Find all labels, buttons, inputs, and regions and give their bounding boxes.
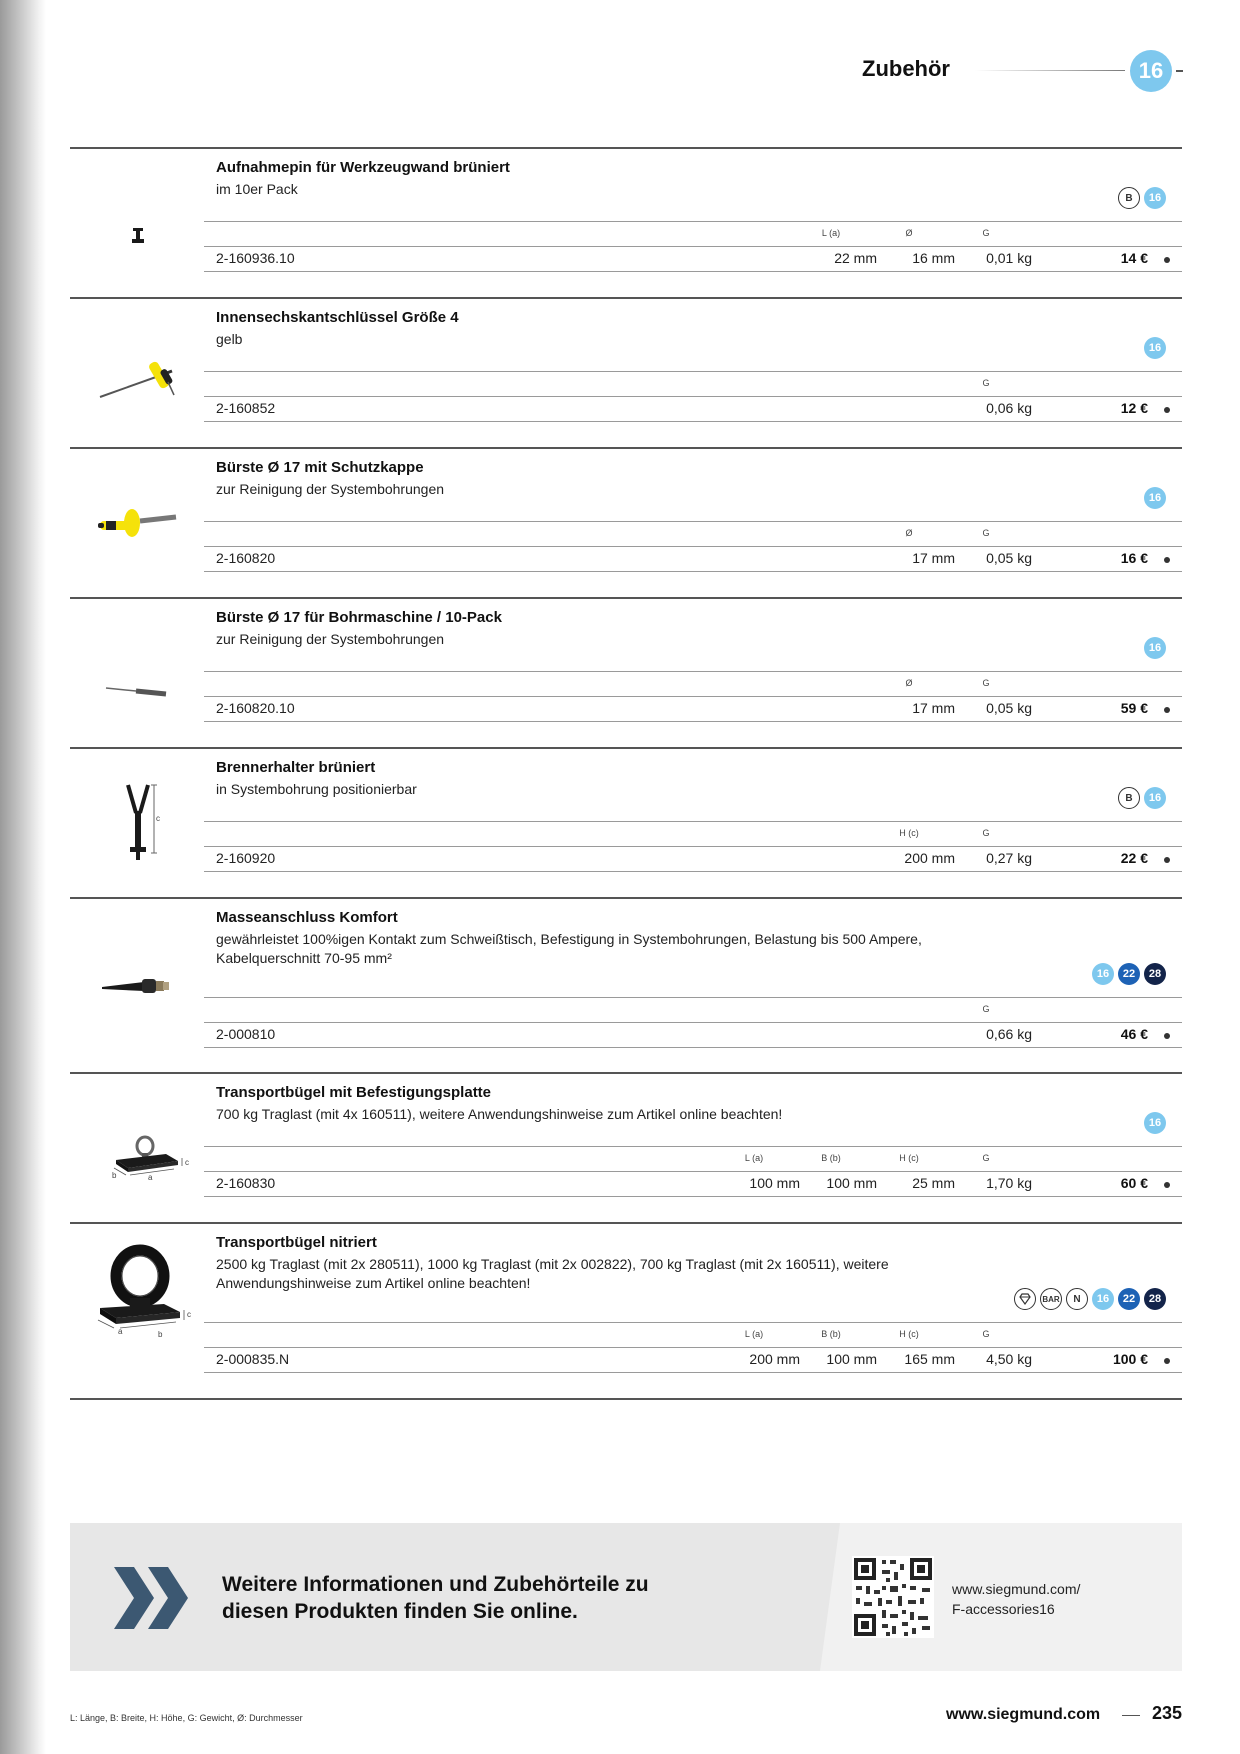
spec-header: [204, 521, 1182, 547]
article-row[interactable]: [204, 847, 1182, 872]
section-badge: 16: [1130, 50, 1172, 92]
spec-label-width: B (b): [821, 1153, 841, 1163]
page-number: 235: [1152, 1703, 1183, 1723]
value-weight: 4,50 kg: [986, 1351, 1032, 1367]
product-item: [70, 897, 1182, 1073]
product-badges: [1144, 637, 1166, 659]
badge-16: 16: [1092, 1288, 1114, 1310]
diamond-icon: [1014, 1288, 1036, 1310]
dimension-label-c: c: [185, 1158, 189, 1167]
price: 100 €: [1112, 1351, 1148, 1367]
value-height: 165 mm: [904, 1351, 955, 1367]
price: 60 €: [1120, 1175, 1148, 1191]
promo-line-1: Weitere Informationen und Zubehörteile zu: [222, 1573, 649, 1596]
spec-header: [204, 997, 1182, 1023]
abbreviation-legend: L: Länge, B: Breite, H: Höhe, G: Gewicht, Ø: Durchmesser: [70, 1713, 303, 1723]
header-rule: [975, 70, 1125, 71]
product-description: gelb: [216, 331, 243, 347]
value-weight: 0,27 kg: [986, 850, 1032, 866]
product-image-ground-clamp: [70, 899, 206, 1073]
spec-label-diameter: Ø: [905, 228, 913, 238]
dimension-label-c: c: [187, 1310, 191, 1319]
product-image-drill-brush: [70, 599, 206, 747]
product-description: 700 kg Traglast (mit 4x 160511), weitere Anwendungshinweise zum Artikel online beachten!: [216, 1106, 783, 1122]
badge-16: 16: [1144, 487, 1166, 509]
header-dash: [1176, 70, 1183, 72]
double-chevron-icon: [114, 1567, 194, 1629]
product-name: Bürste Ø 17 für Bohrmaschine / 10-Pack: [216, 609, 502, 626]
value-weight: 0,66 kg: [986, 1026, 1032, 1042]
article-row[interactable]: [204, 247, 1182, 272]
availability-dot: [1164, 857, 1170, 863]
badge-b: B: [1118, 787, 1140, 809]
product-name: Bürste Ø 17 mit Schutzkappe: [216, 459, 424, 476]
availability-dot: [1164, 1358, 1170, 1364]
product-badges: [1144, 487, 1166, 509]
value-length: 100 mm: [749, 1175, 800, 1191]
promo-url[interactable]: [952, 1579, 1080, 1619]
product-item: [70, 1072, 1182, 1222]
value-weight: 0,05 kg: [986, 550, 1032, 566]
value-length: 22 mm: [834, 250, 877, 266]
value-height: 25 mm: [912, 1175, 955, 1191]
badge-b: B: [1118, 187, 1140, 209]
product-item: [70, 447, 1182, 597]
product-badges: [1118, 187, 1166, 209]
spec-header: [204, 371, 1182, 397]
value-weight: 1,70 kg: [986, 1175, 1032, 1191]
product-badges: [1118, 787, 1166, 809]
spec-header: [204, 1322, 1182, 1348]
price: 59 €: [1120, 700, 1148, 716]
dimension-label-c: c: [156, 814, 160, 823]
spec-header: [204, 821, 1182, 847]
article-number: 2-160852: [216, 400, 276, 416]
promo-text: [222, 1571, 649, 1625]
article-row[interactable]: [204, 397, 1182, 422]
spec-header: [204, 221, 1182, 247]
spec-label-weight: G: [982, 228, 990, 238]
product-image-brush-cap: [70, 449, 206, 597]
section-title: Zubehör: [862, 56, 950, 81]
dimension-label-a: a: [148, 1173, 153, 1182]
product-description: in Systembohrung positionierbar: [216, 781, 417, 797]
product-item: [70, 297, 1182, 447]
product-item: [70, 147, 1182, 297]
promo-url-line-1: www.siegmund.com/: [952, 1581, 1081, 1597]
qr-code-icon[interactable]: [852, 1556, 934, 1638]
product-image-pin: [70, 149, 206, 297]
spec-header: [204, 671, 1182, 697]
product-badges: [1144, 337, 1166, 359]
product-description: zur Reinigung der Systembohrungen: [216, 631, 445, 647]
badge-16: 16: [1092, 963, 1114, 985]
spec-header: [204, 1146, 1182, 1172]
product-name: Brennerhalter brüniert: [216, 759, 376, 776]
badge-22: 22: [1118, 963, 1140, 985]
availability-dot: [1164, 407, 1170, 413]
spec-label-weight: G: [982, 528, 990, 538]
spec-label-weight: G: [982, 828, 990, 838]
article-number: 2-160830: [216, 1175, 276, 1191]
spec-label-diameter: Ø: [905, 678, 913, 688]
spec-label-length: L (a): [821, 228, 841, 238]
availability-dot: [1164, 257, 1170, 263]
product-name: Masseanschluss Komfort: [216, 909, 398, 926]
availability-dot: [1164, 707, 1170, 713]
value-width: 100 mm: [826, 1351, 877, 1367]
dimension-label-b: b: [158, 1330, 163, 1339]
product-description: zur Reinigung der Systembohrungen: [216, 481, 445, 497]
footer-website[interactable]: www.siegmund.com: [946, 1706, 1101, 1723]
product-image-transport-plate: [70, 1074, 206, 1222]
value-length: 200 mm: [749, 1351, 800, 1367]
product-badges: [1144, 1112, 1166, 1134]
badge-28: 28: [1144, 963, 1166, 985]
dimension-label-b: b: [112, 1171, 117, 1180]
badge-28: 28: [1144, 1288, 1166, 1310]
product-item: [70, 1222, 1182, 1400]
availability-dot: [1164, 1033, 1170, 1039]
product-description: gewährleistet 100%igen Kontakt zum Schweißtisch, Befestigung in Systembohrungen, Belastung bis 500 Ampere, Kabelquerschnitt 70-95 mm²: [216, 931, 922, 966]
product-badges: [1014, 1288, 1166, 1310]
product-image-hex-key: [70, 299, 206, 447]
article-number: 2-000835.N: [216, 1351, 290, 1367]
price: 14 €: [1120, 250, 1148, 266]
value-diameter: 16 mm: [912, 250, 955, 266]
value-diameter: 17 mm: [912, 700, 955, 716]
price: 16 €: [1120, 550, 1148, 566]
badge-16: 16: [1144, 637, 1166, 659]
value-weight: 0,01 kg: [986, 250, 1032, 266]
spec-label-height: H (c): [899, 1329, 919, 1339]
value-width: 100 mm: [826, 1175, 877, 1191]
spec-label-weight: G: [982, 1329, 990, 1339]
promo-url-line-2: F-accessories16: [952, 1601, 1055, 1617]
product-description: 2500 kg Traglast (mit 2x 280511), 1000 kg Traglast (mit 2x 002822), 700 kg Traglast (mit 2x 160511), weitere Anwendungshinweise zum Artikel online beachten!: [216, 1256, 889, 1291]
value-weight: 0,06 kg: [986, 400, 1032, 416]
article-number: 2-160820: [216, 550, 276, 566]
article-row[interactable]: [204, 547, 1182, 572]
spec-label-length: L (a): [744, 1153, 764, 1163]
footer-rule: [1122, 1715, 1140, 1716]
price: 22 €: [1120, 850, 1148, 866]
price: 12 €: [1120, 400, 1148, 416]
product-name: Aufnahmepin für Werkzeugwand brüniert: [216, 159, 510, 176]
product-image-torch-holder: [70, 749, 206, 897]
spec-label-weight: G: [982, 678, 990, 688]
page-edge-shadow: [0, 0, 46, 1754]
product-name: Innensechskantschlüssel Größe 4: [216, 309, 459, 326]
article-number: 2-160820.10: [216, 700, 295, 716]
availability-dot: [1164, 557, 1170, 563]
spec-label-height: H (c): [899, 1153, 919, 1163]
spec-label-length: L (a): [744, 1329, 764, 1339]
product-name: Transportbügel mit Befestigungsplatte: [216, 1084, 492, 1101]
value-height: 200 mm: [904, 850, 955, 866]
product-name: Transportbügel nitriert: [216, 1234, 377, 1251]
article-number: 2-160920: [216, 850, 276, 866]
promo-line-2: diesen Produkten finden Sie online.: [222, 1600, 578, 1623]
badge-16: 16: [1144, 787, 1166, 809]
product-item: [70, 747, 1182, 897]
badge-16: 16: [1144, 337, 1166, 359]
product-image-transport-nitrided: [70, 1224, 206, 1398]
article-row[interactable]: [204, 1172, 1182, 1197]
badge-16: 16: [1144, 1112, 1166, 1134]
badge-16: 16: [1144, 187, 1166, 209]
product-item: [70, 597, 1182, 747]
article-row[interactable]: [204, 697, 1182, 722]
spec-label-diameter: Ø: [905, 528, 913, 538]
article-number: 2-160936.10: [216, 250, 295, 266]
badge-n: N: [1066, 1288, 1088, 1310]
spec-label-width: B (b): [821, 1329, 841, 1339]
spec-label-weight: G: [982, 378, 990, 388]
spec-label-height: H (c): [899, 828, 919, 838]
value-weight: 0,05 kg: [986, 700, 1032, 716]
spec-label-weight: G: [982, 1004, 990, 1014]
dimension-label-a: a: [118, 1327, 123, 1336]
availability-dot: [1164, 1182, 1170, 1188]
badge-22: 22: [1118, 1288, 1140, 1310]
article-number: 2-000810: [216, 1026, 276, 1042]
product-description: im 10er Pack: [216, 181, 298, 197]
spec-label-weight: G: [982, 1153, 990, 1163]
value-diameter: 17 mm: [912, 550, 955, 566]
badge-bar: BAR: [1040, 1288, 1062, 1310]
price: 46 €: [1120, 1026, 1148, 1042]
product-badges: [1092, 963, 1166, 985]
article-row[interactable]: [204, 1348, 1182, 1373]
article-row[interactable]: [204, 1023, 1182, 1048]
